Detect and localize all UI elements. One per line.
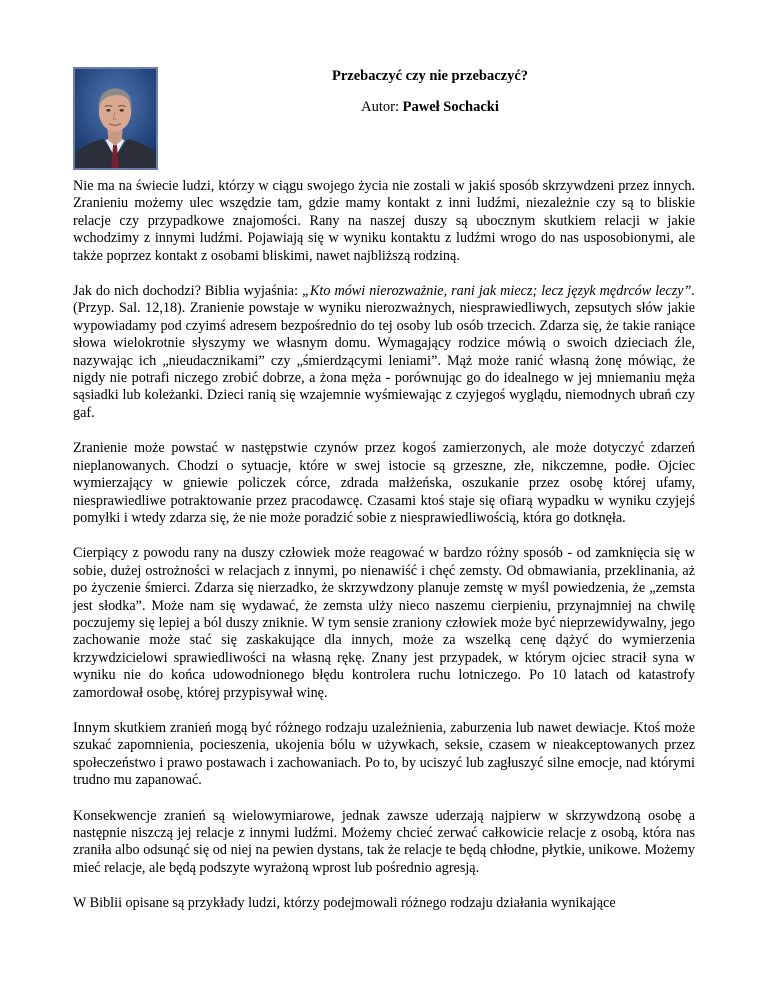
author-line (240, 99, 620, 116)
paragraph: Innym skutkiem zranień mogą być różnego rodzaju uzależnienia, zaburzenia lub nawet dewiacje. Ktoś może szukać zapomnienia, pocieszenia, ukojenia bólu w używkach, seksie, czasem w nieakceptowanych przez społeczeństwo i prawo postawach i zachowaniach. Po to, by uciszyć lub zagłuszyć silne emocje, nad którymi trudno mu zapanować. (73, 719, 695, 789)
author-portrait (73, 67, 158, 170)
author-name: Paweł Sochacki (402, 99, 499, 115)
page-title: Przebaczyć czy nie przebaczyć? (331, 68, 529, 84)
paragraph: Cierpiący z powodu rany na duszy człowiek może reagować w bardzo różny sposób - od zamknięcia się w sobie, dużej ostrożności w relacjach z innymi, po nienawiść i chęć zemsty. Od obmawiania, przeklinania, aż po życzenie śmierci. Zdarza się nierzadko, że skrzywdzony planuje zemstę w myśl powiedzenia, że „zemsta jest słodka”. Może nam się wydawać, że zemsta ulży nieco naszemu cierpieniu, przynajmniej na chwilę poczujemy się lepiej a ból duszy zniknie. W tym sensie zraniony człowiek może być nieprzewidywalny, jego zachowanie może stać się zaskakujące dla innych, może za wszelką cenę dążyć do wymierzenia krzywdzicielowi sprawiedliwości na własną rękę. Znany jest przypadek, w którym ojciec stracił syna w wyniku nie do końca udowodnionego błędu kontrolera ruchu lotniczego. Po 10 latach od katastrofy zamordował osobę, której przypisywał winę. (73, 545, 695, 701)
paragraph (73, 283, 695, 422)
bible-quote: „Kto mówi nierozważnie, rani jak miecz; lecz język mędrców leczy”. (302, 283, 695, 300)
author-photo-icon (75, 69, 156, 168)
paragraph-rest: (Przyp. Sal. 12,18). Zranienie powstaje w wyniku nierozważnych, niesprawiedliwych, zepsutych słów jakie wypowiadamy pod czyimś adresem bezpośrednio do tej osoby lub osób trzecich. Zdarza się, że takie raniące słowa wielokrotnie słyszymy we własnym domu. Wymagający rodzice mówią o swoich dzieciach źle, nazywając ich „nieudacznikami” czy „śmierdzącymi leniami”. Mąż może ranić własną żonę mówiąc, że nigdy nie potrafi niczego zrobić dobrze, a żona męża - porównując go do idealnego w jej mniemaniu męża sąsiadki lub koleżanki. Dzieci ranią się wzajemnie wyśmiewając z czyjegoś wyglądu, niemodnych ubrań czy gaf. (73, 300, 695, 421)
paragraph: Nie ma na świecie ludzi, którzy w ciągu swojego życia nie zostali w jakiś sposób skrzywdzeni przez innych. Zranieniu możemy ulec wszędzie tam, gdzie mamy kontakt z inni ludźmi, niezależnie czy są to bliskie relacje czy przypadkowe znajomości. Rany na naszej duszy są ubocznym skutkiem relacji w jakie wchodzimy z innymi ludźmi. Pojawiają się w wyniku kontaktu z ludźmi wrogo do nas usposobionymi, ale także poprzez kontakt z osobami bliskimi, nawet najbliższą rodziną. (73, 178, 695, 264)
paragraph: Konsekwencje zranień są wielowymiarowe, jednak zawsze uderzają najpierw w skrzywdzoną osobę a następnie niszczą jej relacje z innymi ludźmi. Możemy chcieć zerwać całkowicie relacje z osobą, która nas zraniła albo odsunąć się od niej na pewien dystans, tak że relacje te będą chłodne, płytkie, unikowe. Możemy mieć relacje, ale będą podszyte wyrażoną wprost lub pośrednio agresją. (73, 807, 695, 876)
article-body (73, 178, 695, 931)
paragraph: Zranienie może powstać w następstwie czynów przez kogoś zamierzonych, ale może dotyczyć zdarzeń nieplanowanych. Chodzi o sytuacje, które w swej istocie są grzeszne, złe, nikczemne, podłe. Ojciec wymierzający w gniewie policzek córce, zdrada małżeńska, oszukanie przez osobę której ufamy, niesprawiedliwe potraktowanie przez pracodawcę. Czasami ktoś staje się ofiarą wypadku w wyniku czyjejś pomyłki i wtedy zdarza się, że nie może poradzić sobie z niesprawiedliwością, która go dotknęła. (73, 440, 695, 526)
paragraph-lead: Jak do nich dochodzi? Biblia wyjaśnia: (73, 283, 303, 300)
paragraph: W Biblii opisane są przykłady ludzi, którzy podejmowali różnego rodzaju działania wynikające (73, 895, 616, 912)
author-label: Autor: (361, 99, 399, 115)
